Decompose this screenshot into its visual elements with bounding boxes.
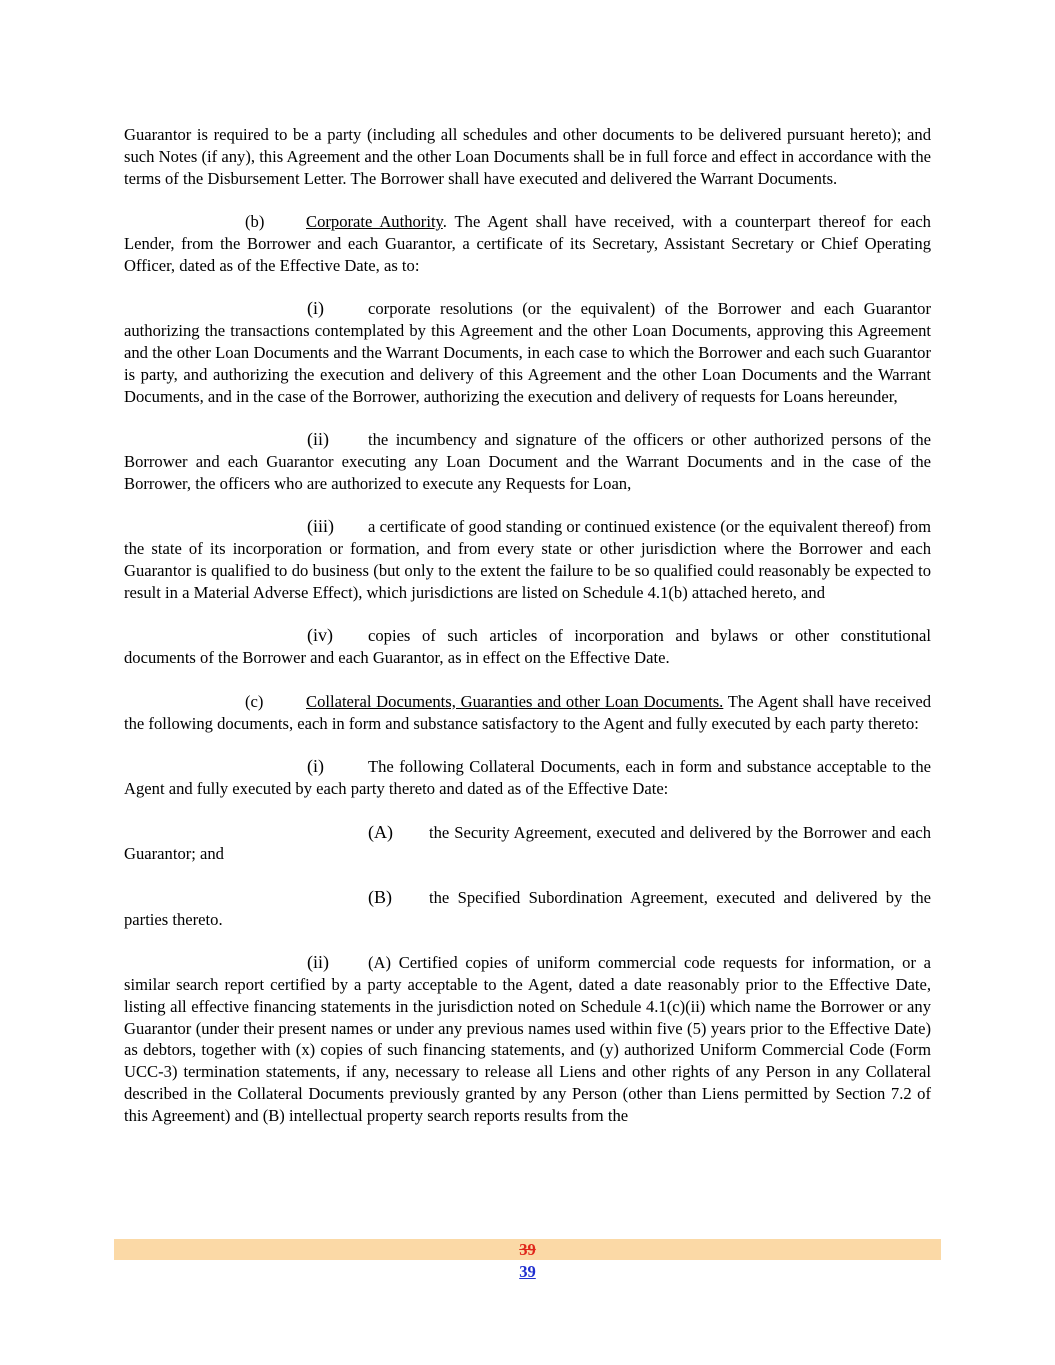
- paragraph-b-ii: [124, 429, 931, 494]
- paragraph-text: . The Agent shall have received, with a counterpart thereof for each Lender, from the Borrower and each Guarantor, a certificate of its Secretary, Assistant Secretary or Chief Operating Officer, dated as of the Effective Date, as to:: [124, 212, 931, 275]
- clause-marker: (ii): [307, 429, 329, 450]
- clause-marker: (iii): [307, 516, 334, 537]
- paragraph-text: the incumbency and signature of the officers or other authorized persons of the Borrower and each Guarantor executing any Loan Document and the Warrant Documents and in the case of the Borrower, the officers who are authorized to execute any Requests for Loan,: [124, 430, 931, 493]
- paragraph-c-i-B: [124, 887, 931, 931]
- paragraph-c-ii: [124, 952, 931, 1126]
- page-number-inserted[interactable]: 39: [519, 1262, 536, 1281]
- paragraph-text: (A) Certified copies of uniform commercial code requests for information, or a similar search report certified by a party acceptable to the Agent, dated a date reasonably prior to the Effective Date, listing all effective financing statements in the jurisdiction noted on Schedule 4.1(c)(ii) which name the Borrower or any Guarantor (under their present names or under any previous names used within five (5) years prior to the Effective Date) as debtors, together with (x) copies of such financing statements, and (y) authorized Uniform Commercial Code (Form UCC-3) termination statements, if any, necessary to release all Liens and other rights of any Person in any Collateral described in the Collateral Documents previously granted by any Person (other than Liens permitted by Section 7.2 of this Agreement) and (B) intellectual property search reports results from the: [124, 953, 931, 1125]
- clause-marker: (b): [245, 212, 265, 232]
- clause-marker: (iv): [307, 625, 333, 646]
- clause-marker: (B): [368, 886, 392, 907]
- clause-marker: (ii): [307, 952, 329, 973]
- clause-marker: (i): [307, 756, 324, 777]
- paragraph-text: the Specified Subordination Agreement, executed and delivered by the parties thereto.: [124, 887, 931, 929]
- paragraph-c-collateral-documents: [124, 691, 931, 735]
- clause-marker: (c): [245, 691, 264, 711]
- paragraph-text: a certificate of good standing or continued existence (or the equivalent thereof) from the state of its incorporation or formation, and from every state or other jurisdiction where the Borrower and each Guarantor is qualified to do business (but only to the extent the failure to be so qualified could reasonably be expected to result in a Material Adverse Effect), which jurisdictions are listed on Schedule 4.1(b) attached hereto, and: [124, 517, 931, 602]
- section-heading: Collateral Documents, Guaranties and other Loan Documents.: [306, 691, 724, 711]
- paragraph-b-iii: [124, 516, 931, 603]
- paragraph-text: The Agent shall have received the following documents, each in form and substance satisfactory to the Agent and fully executed by each party thereto:: [124, 691, 931, 733]
- paragraph-text: corporate resolutions (or the equivalent) of the Borrower and each Guarantor authorizing the transactions contemplated by this Agreement and the other Loan Documents, approving this Agreement and the other Loan Documents and the Warrant Documents, in each case to which the Borrower and each such Guarantor is party, and authorizing the execution and delivery of this Agreement and the other Loan Documents and the Warrant Documents, and in the case of the Borrower, authorizing the execution and delivery of requests for Loans hereunder,: [124, 299, 931, 406]
- page-number-deleted: 39: [519, 1240, 536, 1259]
- paragraph-b-iv: [124, 625, 931, 669]
- paragraph-intro: Guarantor is required to be a party (including all schedules and other documents to be delivered pursuant hereto); and such Notes (if any), this Agreement and the other Loan Documents shall be in full force and effect in accordance with the terms of the Disbursement Letter. The Borrower shall have executed and delivered the Warrant Documents.: [124, 125, 931, 188]
- paragraph-text: the Security Agreement, executed and delivered by the Borrower and each Guarantor; and: [124, 822, 931, 864]
- document-body: [124, 124, 931, 1148]
- paragraph-text: copies of such articles of incorporation and bylaws or other constitutional documents of the Borrower and each Guarantor, as in effect on the Effective Date.: [124, 626, 931, 668]
- clause-marker: (A): [368, 821, 393, 842]
- paragraph-b-corporate-authority: [124, 211, 931, 276]
- paragraph-text: The following Collateral Documents, each in form and substance acceptable to the Agent and fully executed by each party thereto and dated as of the Effective Date:: [124, 757, 931, 798]
- paragraph-b-i: [124, 298, 931, 407]
- paragraph-c-i: [124, 756, 931, 800]
- paragraph-c-i-A: [124, 822, 931, 866]
- clause-marker: (i): [307, 298, 324, 319]
- section-heading: Corporate Authority: [306, 212, 443, 232]
